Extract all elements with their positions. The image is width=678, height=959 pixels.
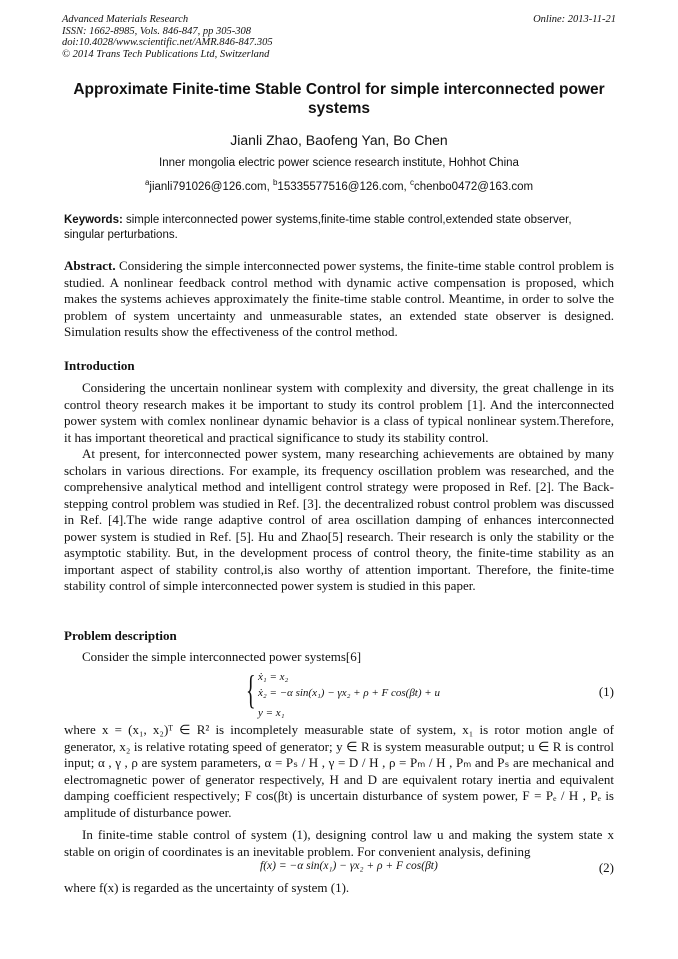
paper-title: Approximate Finite-time Stable Control for simple interconnected power systems (73, 81, 605, 117)
abstract (64, 258, 614, 341)
journal-header (62, 14, 616, 60)
keywords-text: simple interconnected power systems,finite-time stable control,extended state observer, singular perturbations. (64, 214, 572, 241)
intro-paragraph-1: Considering the uncertain nonlinear system with complexity and diversity, the great challenge in its control theory research makes it be important to study its control problem [1]. And the interconnected power system with comlex nonlinear dynamic behavior is a class of typical nonlinear system.Therefore, it has important theoretical and practical significance to study its stability control. (64, 380, 614, 445)
abstract-text: Considering the simple interconnected power systems, the finite-time stable control problem is studied. A nonlinear feedback control method with dynamic active compensation is proposed, which makes the systems achieves approximately the finite-time stable control. Meantime, in order to solve the problem of system uncertainty and unmeasurable states, an extended state observer is designed. Simulation results show the effectiveness of the control method. (64, 258, 614, 339)
abstract-label: Abstract. (64, 258, 116, 273)
email-c: chenbo0472@163.com (413, 180, 534, 193)
journal-name: Advanced Materials Research (62, 14, 189, 25)
problem-heading: Problem description (64, 628, 177, 643)
intro-paragraph-2: At present, for interconnected power system, many researching achievements are obtained by many scholars in various directions. For example, its frequency oscillation problem was researched, and the comprehensive analytical method and intelligent control strategy were proposed in Ref. [2]. The Back-stepping control problem was studied in Ref. [3]. the decentralized robust control problem was discussed in Ref. [4].The wide range adaptive control of area oscillation damping of enhances interconnected power system is studied in Ref. [5]. Hu and Zhao[5] research. Their research is only the stability or the asymptotic stability. But, in the development process of control theory, the finite-time stability as an important aspect of stability control,is also worthy of attention important. Therefore, the finite-time stability control of simple interconnected power system is studied in this paper. (64, 446, 614, 593)
equation-1-line-3: y = x₁ (258, 707, 285, 719)
author-emails (0, 178, 678, 193)
after-text: where f(x) is regarded as the uncertainty of system (1). (64, 880, 350, 895)
email-a: jianli791026@126.com, (149, 180, 273, 193)
introduction-body (64, 380, 614, 595)
online-date: Online: 2013-11-21 (533, 14, 616, 25)
equation-2-number: (2) (598, 860, 614, 875)
problem-p3-text: In finite-time stable control of system (1), designing control law u and making the system state x stable on origin of coordinates is an inevitable problem. For convenient analysis, defining (64, 827, 614, 859)
introduction-heading: Introduction (64, 358, 135, 373)
doi-line: doi:10.4028/www.scientific.net/AMR.846-847.305 (62, 37, 273, 49)
equation-1-number: (1) (598, 684, 614, 699)
email-a-sup: a (144, 178, 150, 187)
problem-paragraph-3 (64, 827, 614, 860)
email-c-sup: c (409, 178, 414, 187)
copyright-line: © 2014 Trans Tech Publications Ltd, Switzerland (62, 48, 270, 60)
author-list: Jianli Zhao, Baofeng Yan, Bo Chen (230, 132, 448, 148)
equation-2: f(x) = −α sin(x₁) − γx₂ + ρ + F cos(βt) (260, 860, 438, 872)
keywords (64, 213, 614, 242)
email-b: 15335577516@126.com, (277, 180, 410, 193)
equation-1-line-2: ẋ₂ = −α sin(x₁) − γx₂ + ρ + F cos(βt) + u (258, 687, 440, 699)
equation-1 (246, 668, 546, 722)
problem-lead (64, 649, 614, 666)
keywords-label: Keywords: (64, 214, 123, 226)
problem-after (64, 880, 614, 897)
where-text: where x = (x₁, x₂)ᵀ ∈ R² is incompletely measurable state of system, x₁ is rotor motion angle of generator, x₂ is relative rotating speed of generator; y ∈ R is system measurable output; u ∈ R is control input; α , γ , ρ are system parameters, α = Pₛ / H , γ = D / H , ρ = Pₘ / H , Pₘ and Pₛ are mechanical and electromagnetic power of generator respectively, H and D are equivalent rotary inertia and equivalent damping coefficient respectively; F cos(βt) is uncertain disturbance of system power, F = Pₑ / H , Pₑ is amplitude of disturbance power. (64, 722, 614, 820)
problem-lead-text: Consider the simple interconnected power systems[6] (82, 649, 362, 664)
equation-brace: { (246, 667, 256, 712)
email-b-sup: b (272, 178, 278, 187)
problem-where (64, 722, 614, 821)
equation-1-line-1: ẋ₁ = x₂ (258, 671, 289, 683)
affiliation: Inner mongolia electric power science research institute, Hohhot China (159, 157, 519, 169)
issn-line: ISSN: 1662-8985, Vols. 846-847, pp 305-308 (62, 25, 251, 37)
